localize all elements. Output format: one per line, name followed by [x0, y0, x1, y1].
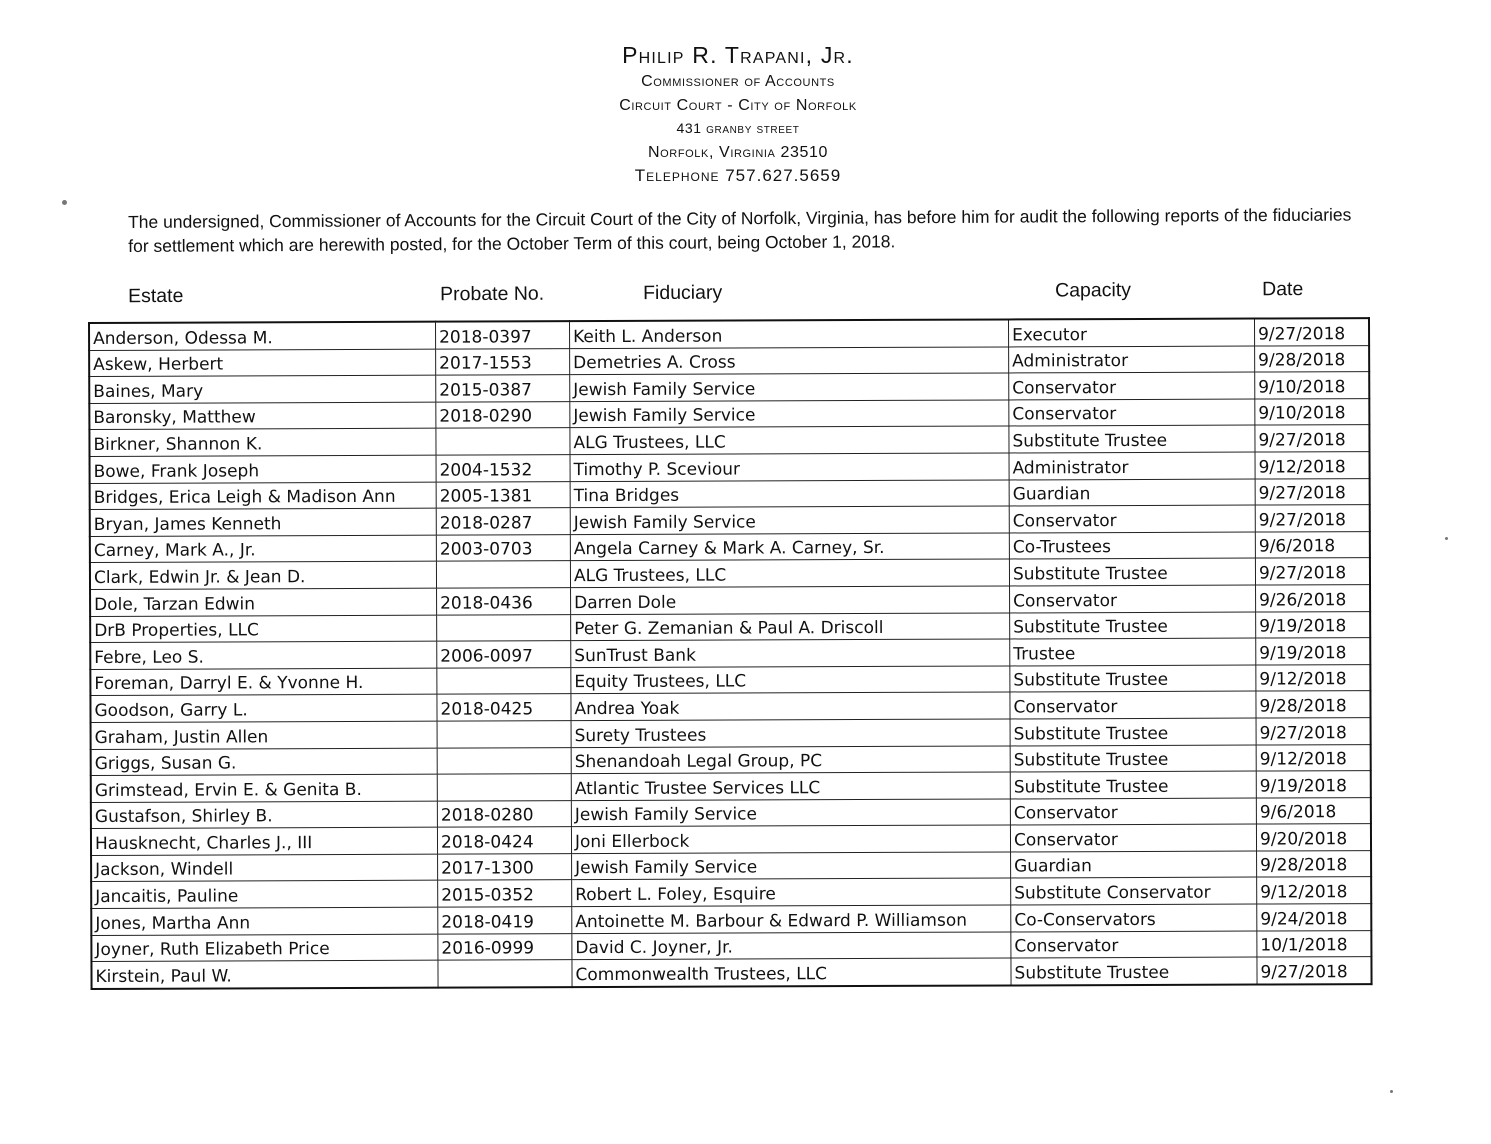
- cell-estate: Birkner, Shannon K.: [89, 429, 436, 457]
- cell-date: 9/12/2018: [1256, 744, 1371, 771]
- cell-date: 9/28/2018: [1255, 345, 1370, 372]
- cell-capacity: Administrator: [1009, 346, 1255, 374]
- cell-probate-no: 2016-0999: [438, 933, 572, 960]
- cell-capacity: Conservator: [1010, 798, 1256, 826]
- cell-probate-no: [437, 614, 571, 641]
- cell-date: 9/19/2018: [1256, 611, 1371, 638]
- cell-probate-no: [437, 747, 571, 774]
- cell-fiduciary: Timothy P. Sceviour: [570, 453, 1009, 481]
- cell-date: 9/12/2018: [1255, 452, 1370, 479]
- cell-estate: Goodson, Garry L.: [90, 694, 437, 722]
- cell-capacity: Guardian: [1009, 479, 1255, 507]
- cell-estate: Febre, Leo S.: [90, 641, 437, 669]
- cell-fiduciary: Keith L. Anderson: [570, 319, 1009, 348]
- cell-fiduciary: Commonwealth Trustees, LLC: [572, 958, 1011, 987]
- cell-probate-no: 2015-0352: [438, 880, 572, 907]
- cell-date: 9/27/2018: [1255, 478, 1370, 505]
- cell-estate: Hausknecht, Charles J., III: [91, 827, 438, 855]
- cell-capacity: Substitute Trustee: [1010, 745, 1256, 773]
- cell-estate: Jancaitis, Pauline: [91, 881, 438, 909]
- cell-probate-no: 2018-0397: [436, 321, 570, 349]
- commissioner-name: Philip R. Trapani, Jr.: [622, 42, 854, 68]
- cell-date: 9/27/2018: [1254, 318, 1369, 346]
- cell-estate: Kirstein, Paul W.: [91, 960, 438, 988]
- scan-speck: [1445, 537, 1448, 540]
- cell-date: 9/27/2018: [1255, 505, 1370, 532]
- cell-capacity: Co-Conservators: [1011, 904, 1257, 932]
- column-header-fiduciary: Fiduciary: [643, 281, 723, 305]
- cell-fiduciary: Jewish Family Service: [570, 373, 1009, 401]
- cell-fiduciary: Joni Ellerbock: [571, 825, 1010, 853]
- cell-date: 9/27/2018: [1256, 717, 1371, 744]
- cell-estate: Dole, Tarzan Edwin: [90, 588, 437, 616]
- cell-date: 9/27/2018: [1255, 425, 1370, 452]
- cell-probate-no: 2003-0703: [436, 534, 570, 561]
- cell-fiduciary: David C. Joyner, Jr.: [572, 932, 1011, 960]
- court-name: Circuit Court - City of Norfolk: [619, 96, 857, 114]
- cell-fiduciary: Peter G. Zemanian & Paul A. Driscoll: [571, 612, 1010, 640]
- cell-capacity: Guardian: [1011, 851, 1257, 879]
- cell-date: 9/28/2018: [1257, 850, 1372, 877]
- cell-estate: Bryan, James Kenneth: [90, 508, 437, 536]
- cell-fiduciary: Surety Trustees: [571, 719, 1010, 747]
- intro-paragraph: The undersigned, Commissioner of Accounts for the Circuit Court of the City of Norfolk, Virginia, has before him for audit the following reports of the fiduciaries for settlement which are herewith posted, for the October Term of this court, being October 1, 2018.: [128, 204, 1352, 256]
- cell-probate-no: [436, 428, 570, 455]
- cell-estate: Bowe, Frank Joseph: [90, 455, 437, 483]
- cell-capacity: Conservator: [1009, 399, 1255, 427]
- cell-probate-no: 2018-0290: [436, 401, 570, 428]
- telephone: Telephone 757.627.5659: [634, 166, 842, 185]
- column-header-capacity: Capacity: [1055, 279, 1132, 302]
- column-headers: [0, 271, 1491, 312]
- cell-fiduciary: ALG Trustees, LLC: [570, 426, 1009, 454]
- cell-capacity: Administrator: [1009, 452, 1255, 480]
- cell-date: 9/24/2018: [1257, 904, 1372, 931]
- cell-probate-no: 2018-0436: [437, 588, 571, 615]
- cell-fiduciary: Antoinette M. Barbour & Edward P. Williamson: [572, 905, 1011, 933]
- cell-probate-no: [437, 774, 571, 801]
- cell-date: 9/19/2018: [1256, 638, 1371, 665]
- cell-capacity: Executor: [1008, 319, 1254, 347]
- cell-estate: Foreman, Darryl E. & Yvonne H.: [90, 668, 437, 696]
- cell-probate-no: 2017-1553: [436, 348, 570, 375]
- cell-fiduciary: Darren Dole: [571, 586, 1010, 614]
- cell-probate-no: [436, 561, 570, 588]
- cell-date: 9/27/2018: [1257, 957, 1372, 985]
- cell-fiduciary: SunTrust Bank: [571, 639, 1010, 667]
- cell-date: 9/10/2018: [1255, 398, 1370, 425]
- cell-estate: DrB Properties, LLC: [90, 615, 437, 643]
- cell-capacity: Conservator: [1009, 372, 1255, 400]
- cell-probate-no: 2015-0387: [436, 375, 570, 402]
- cell-capacity: Conservator: [1009, 505, 1255, 533]
- cell-estate: Anderson, Odessa M.: [89, 322, 436, 350]
- cell-fiduciary: ALG Trustees, LLC: [570, 559, 1009, 587]
- cell-estate: Bridges, Erica Leigh & Madison Ann: [90, 482, 437, 510]
- cell-date: 9/6/2018: [1256, 797, 1371, 824]
- cell-estate: Baines, Mary: [89, 375, 436, 403]
- cell-estate: Joyner, Ruth Elizabeth Price: [91, 934, 438, 962]
- cell-probate-no: [438, 960, 572, 988]
- cell-fiduciary: Angela Carney & Mark A. Carney, Sr.: [570, 533, 1009, 561]
- cell-date: 9/27/2018: [1255, 558, 1370, 585]
- cell-capacity: Conservator: [1011, 931, 1257, 959]
- cell-estate: Griggs, Susan G.: [91, 748, 438, 776]
- cell-date: 9/28/2018: [1256, 691, 1371, 718]
- cell-date: 9/20/2018: [1256, 824, 1371, 851]
- cell-estate: Gustafson, Shirley B.: [91, 801, 438, 829]
- fiduciary-table: [88, 317, 1373, 990]
- cell-capacity: Conservator: [1010, 691, 1256, 719]
- cell-fiduciary: Jewish Family Service: [570, 506, 1009, 534]
- column-header-date: Date: [1262, 278, 1304, 301]
- cell-fiduciary: Robert L. Foley, Esquire: [572, 878, 1011, 906]
- cell-probate-no: 2004-1532: [436, 455, 570, 482]
- cell-date: 9/6/2018: [1255, 531, 1370, 558]
- cell-capacity: Substitute Trustee: [1011, 957, 1257, 985]
- cell-date: 9/10/2018: [1255, 372, 1370, 399]
- cell-fiduciary: Demetries A. Cross: [570, 347, 1009, 375]
- cell-fiduciary: Andrea Yoak: [571, 692, 1010, 720]
- cell-capacity: Substitute Trustee: [1010, 612, 1256, 640]
- cell-fiduciary: Jewish Family Service: [570, 400, 1009, 428]
- cell-capacity: Substitute Trustee: [1009, 558, 1255, 586]
- cell-estate: Baronsky, Matthew: [89, 402, 436, 430]
- cell-fiduciary: Tina Bridges: [570, 480, 1009, 508]
- letterhead-block: [578, 40, 898, 188]
- cell-fiduciary: Atlantic Trustee Services LLC: [571, 772, 1010, 800]
- cell-estate: Grimstead, Ervin E. & Genita B.: [91, 774, 438, 802]
- street-address: 431 granby street: [676, 120, 800, 136]
- cell-probate-no: [437, 721, 571, 748]
- cell-capacity: Substitute Trustee: [1010, 718, 1256, 746]
- cell-fiduciary: Jewish Family Service: [571, 799, 1010, 827]
- cell-probate-no: 2005-1381: [436, 481, 570, 508]
- cell-date: 9/12/2018: [1256, 664, 1371, 691]
- cell-probate-no: 2006-0097: [437, 641, 571, 668]
- cell-fiduciary: Jewish Family Service: [572, 852, 1011, 880]
- cell-estate: Askew, Herbert: [89, 349, 436, 377]
- commissioner-title: Commissioner of Accounts: [641, 73, 835, 90]
- cell-estate: Graham, Justin Allen: [91, 721, 438, 749]
- cell-capacity: Substitute Trustee: [1010, 771, 1256, 799]
- scan-speck: [62, 200, 67, 205]
- table-row: [91, 957, 1371, 989]
- column-header-probate: Probate No.: [440, 282, 545, 306]
- cell-date: 9/19/2018: [1256, 771, 1371, 798]
- city-state-zip: Norfolk, Virginia 23510: [647, 143, 829, 161]
- cell-capacity: Substitute Trustee: [1009, 425, 1255, 453]
- cell-probate-no: 2018-0280: [437, 800, 571, 827]
- cell-capacity: Substitute Conservator: [1011, 877, 1257, 905]
- fiduciary-table-wrapper: [88, 317, 1373, 990]
- cell-date: 9/12/2018: [1257, 877, 1372, 904]
- cell-capacity: Conservator: [1010, 824, 1256, 852]
- cell-probate-no: 2018-0424: [437, 827, 571, 854]
- cell-probate-no: 2017-1300: [438, 854, 572, 881]
- cell-estate: Jones, Martha Ann: [91, 907, 438, 935]
- cell-probate-no: [437, 667, 571, 694]
- cell-date: 9/26/2018: [1256, 585, 1371, 612]
- column-header-estate: Estate: [128, 284, 184, 308]
- fiduciary-table-body: [89, 318, 1372, 989]
- cell-estate: Carney, Mark A., Jr.: [90, 535, 437, 563]
- cell-capacity: Trustee: [1010, 638, 1256, 666]
- cell-fiduciary: Shenandoah Legal Group, PC: [571, 745, 1010, 773]
- cell-capacity: Substitute Trustee: [1010, 665, 1256, 693]
- cell-probate-no: 2018-0419: [438, 907, 572, 934]
- cell-estate: Clark, Edwin Jr. & Jean D.: [90, 562, 437, 590]
- cell-probate-no: 2018-0287: [436, 508, 570, 535]
- cell-capacity: Conservator: [1010, 585, 1256, 613]
- scan-speck: [1390, 1090, 1393, 1093]
- cell-fiduciary: Equity Trustees, LLC: [571, 666, 1010, 694]
- cell-date: 10/1/2018: [1257, 930, 1372, 957]
- cell-estate: Jackson, Windell: [91, 854, 438, 882]
- cell-capacity: Co-Trustees: [1009, 532, 1255, 560]
- cell-probate-no: 2018-0425: [437, 694, 571, 721]
- table-row: [91, 877, 1371, 909]
